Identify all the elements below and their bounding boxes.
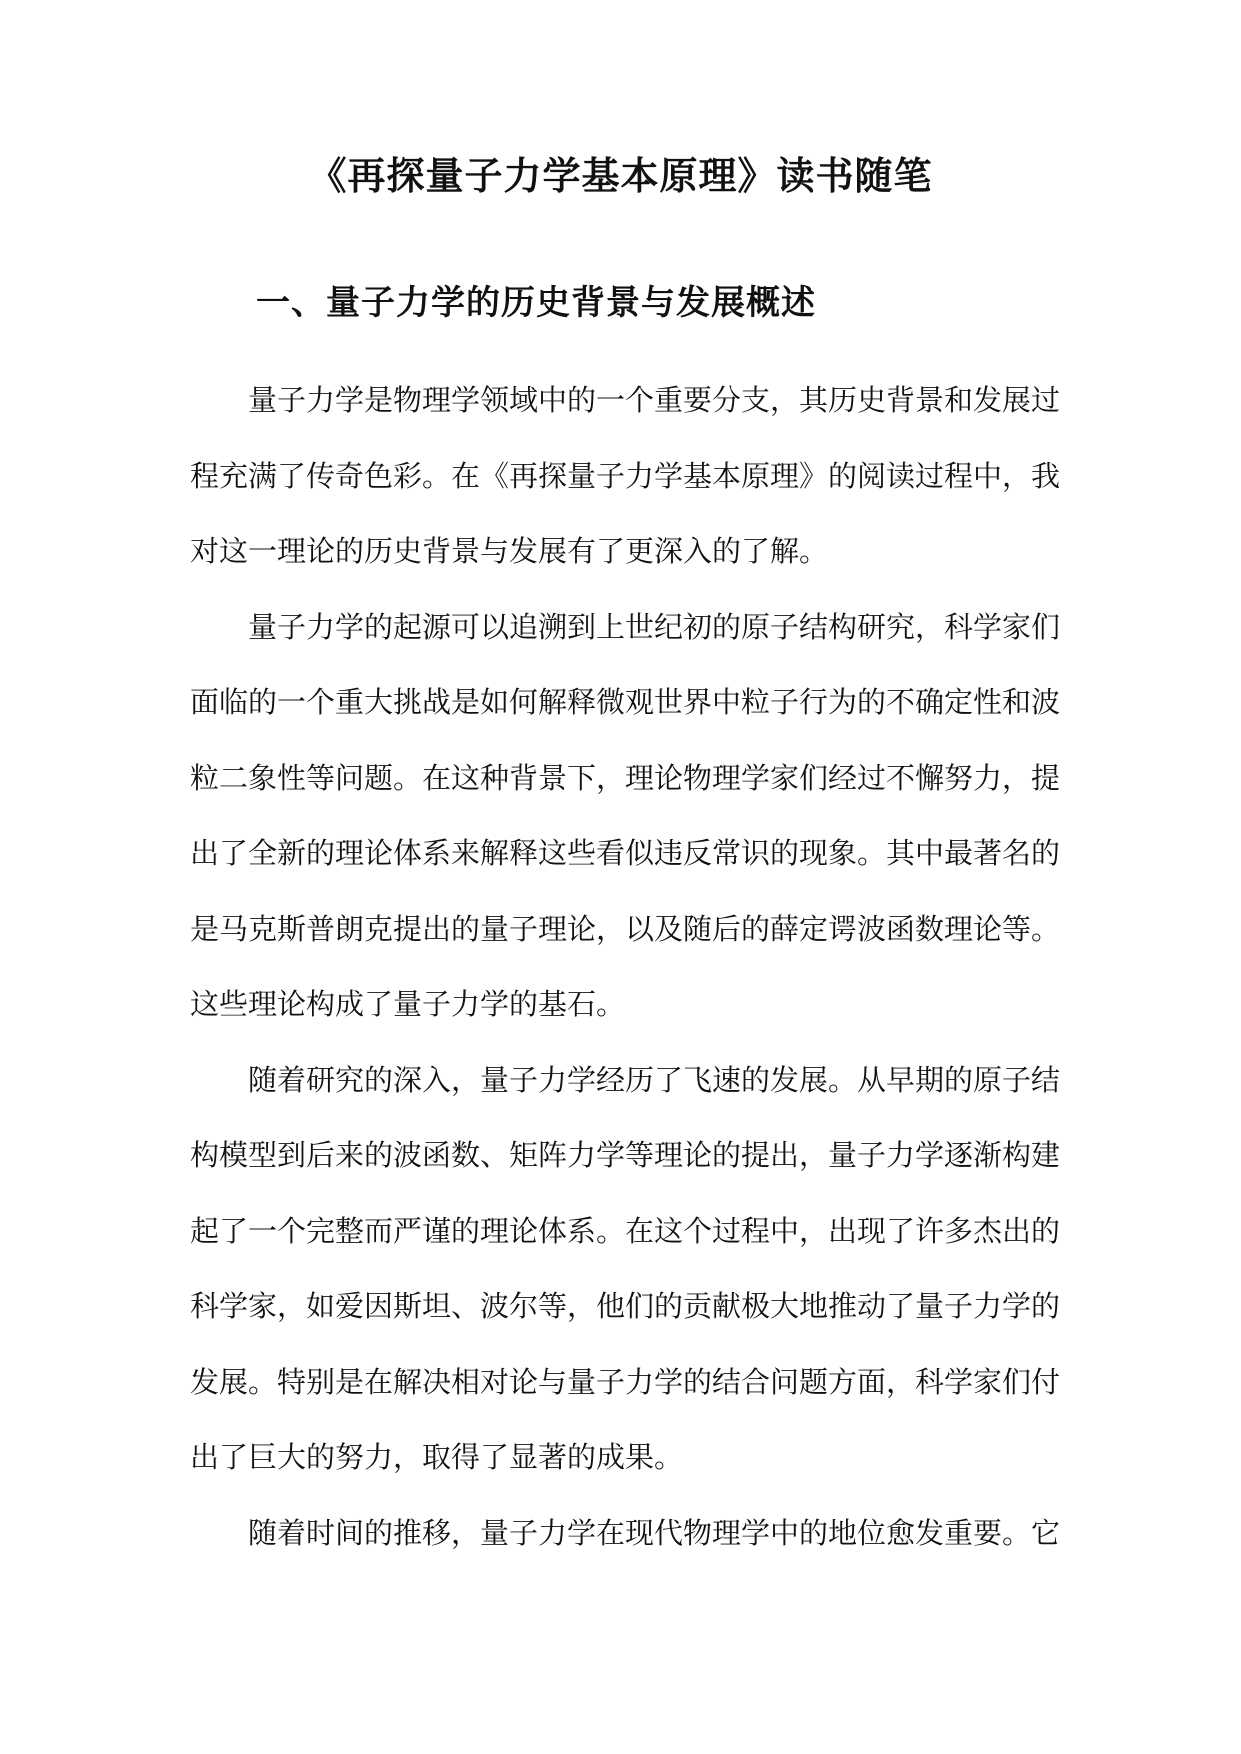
paragraph: 量子力学是物理学领域中的一个重要分支，其历史背景和发展过程充满了传奇色彩。在《再探量子力学基本原理》的阅读过程中，我对这一理论的历史背景与发展有了更深入的了解。	[190, 383, 1061, 568]
paragraph: 量子力学的起源可以追溯到上世纪初的原子结构研究，科学家们面临的一个重大挑战是如何解释微观世界中粒子行为的不确定性和波粒二象性等问题。在这种背景下，理论物理学家们经过不懈努力，提出了全新的理论体系来解释这些看似违反常识的现象。其中最著名的是马克斯普朗克提出的量子理论，以及随后的薛定谔波函数理论等。这些理论构成了量子力学的基石。	[190, 609, 1061, 1021]
document-body	[190, 363, 1060, 1571]
section-heading: 一、量子力学的历史背景与发展概述	[256, 283, 816, 323]
paragraph: 随着时间的推移，量子力学在现代物理学中的地位愈发重要。它	[248, 1515, 1061, 1550]
paragraph: 随着研究的深入，量子力学经历了飞速的发展。从早期的原子结构模型到后来的波函数、矩阵力学等理论的提出，量子力学逐渐构建起了一个完整而严谨的理论体系。在这个过程中，出现了许多杰出的科学家，如爱因斯坦、波尔等，他们的贡献极大地推动了量子力学的发展。特别是在解决相对论与量子力学的结合问题方面，科学家们付出了巨大的努力，取得了显著的成果。	[190, 1062, 1061, 1474]
document-title: 《再探量子力学基本原理》读书随笔	[308, 153, 933, 198]
